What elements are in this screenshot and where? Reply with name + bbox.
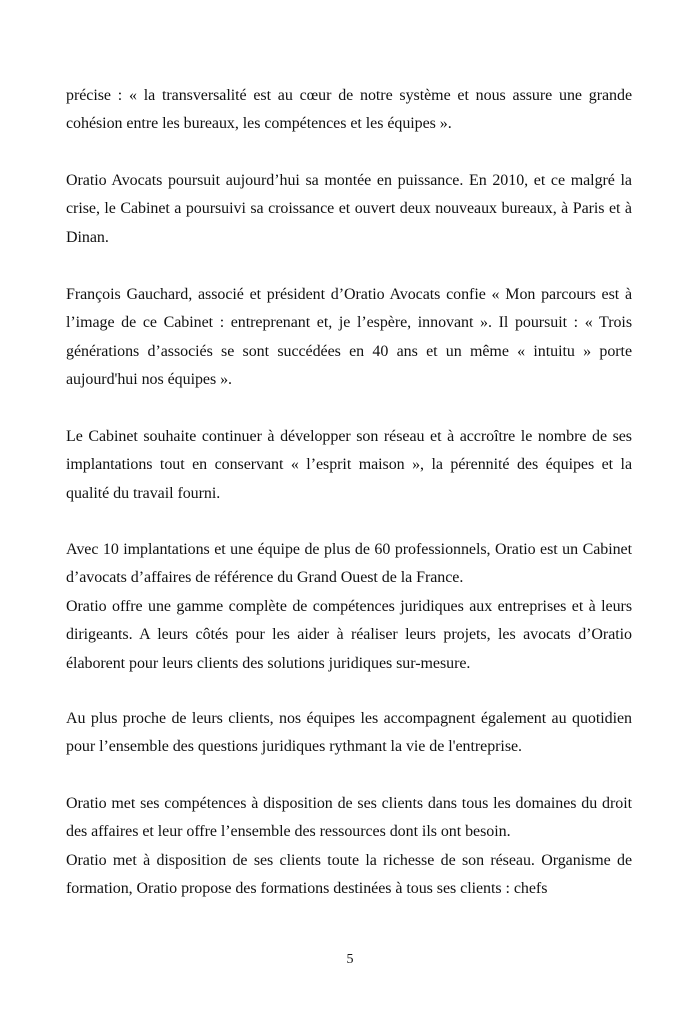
paragraph-text: précise : « la transversalité est au cœur de notre système et nous assure une grande cohésion entre les bureaux, les compétences et les équipes ». xyxy=(66,87,632,133)
paragraph-implantations xyxy=(66,536,632,678)
paragraph-montee-en-puissance xyxy=(66,167,632,252)
paragraph-text: Avec 10 implantations et une équipe de plus de 60 professionnels, Oratio est un Cabinet d’avocats d’affaires de référence du Grand Ouest de la France. xyxy=(66,541,632,587)
paragraph-text: Oratio met ses compétences à disposition de ses clients dans tous les domaines du droit des affaires et leur offre l’ensemble des ressources dont ils ont besoin. xyxy=(66,795,632,841)
page-number: 5 xyxy=(346,952,354,967)
paragraph-text: Oratio offre une gamme complète de compétences juridiques aux entreprises et à leurs dirigeants. A leurs côtés pour les aider à réaliser leurs projets, les avocats d’Oratio élaborent pour leurs clients des solutions juridiques sur-mesure. xyxy=(66,597,632,672)
paragraph-text: Le Cabinet souhaite continuer à développer son réseau et à accroître le nombre de ses implantations tout en conservant « l’esprit maison », la pérennité des équipes et la qualité du travail fourni. xyxy=(66,428,632,502)
paragraph-proximite-clients xyxy=(66,705,632,762)
paragraph-text: François Gauchard, associé et président d’Oratio Avocats confie « Mon parcours est à l’image de ce Cabinet : entreprenant et, je l’espère, innovant ». Il poursuit : « Trois générations d’associés se sont succédées en 40 ans et un même « intuitu » porte aujourd'hui nos équipes ». xyxy=(66,286,632,389)
paragraph-transversalite xyxy=(66,82,632,139)
paragraph-text: Au plus proche de leurs clients, nos équipes les accompagnent également au quotidien pour l’ensemble des questions juridiques rythmant la vie de l'entreprise. xyxy=(66,710,632,756)
paragraph-developpement-reseau xyxy=(66,423,632,508)
paragraph-francois-gauchard xyxy=(66,281,632,395)
paragraph-text: Oratio Avocats poursuit aujourd’hui sa montée en puissance. En 2010, et ce malgré la crise, le Cabinet a poursuivi sa croissance et ouvert deux nouveaux bureaux, à Paris et à Dinan. xyxy=(66,172,632,246)
paragraph-text: Oratio met à disposition de ses clients toute la richesse de son réseau. Organisme de formation, Oratio propose des formations destinées à tous ses clients : chefs xyxy=(66,851,632,898)
paragraph-competences-reseau xyxy=(66,790,632,904)
